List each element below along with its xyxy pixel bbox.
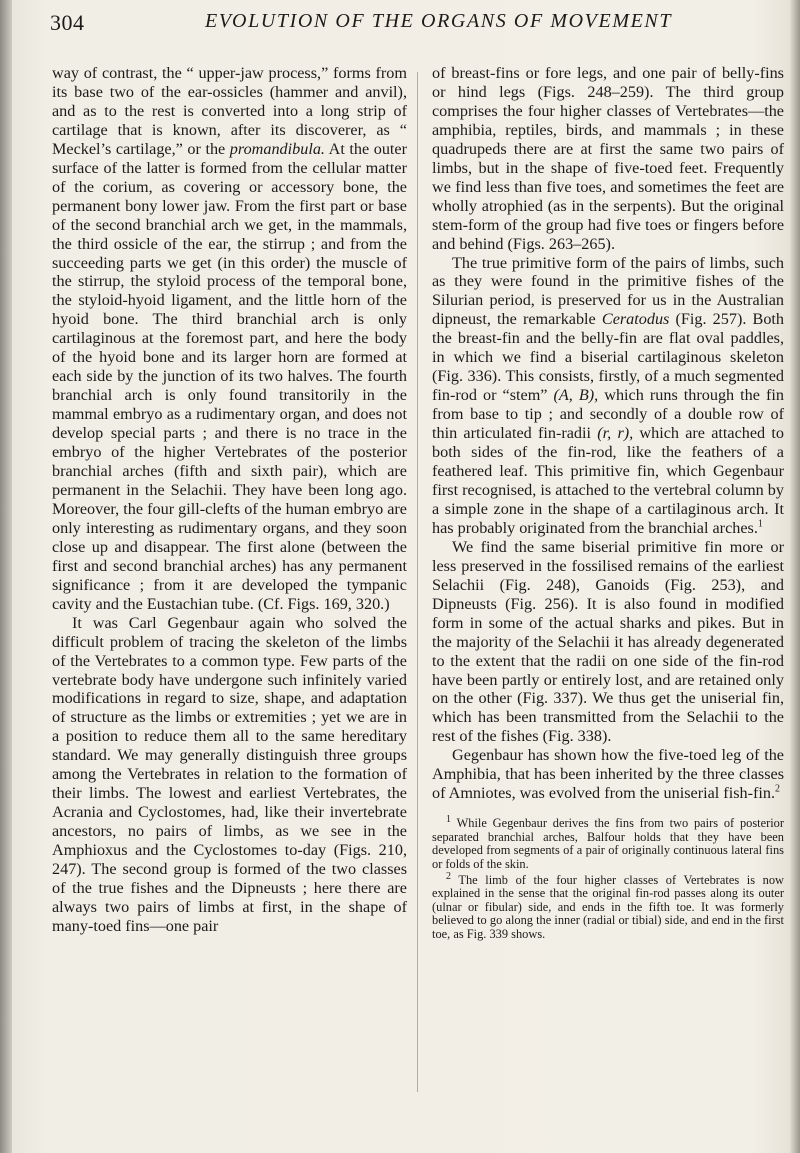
italic-term: (r, r), [597, 424, 634, 443]
footnote [432, 814, 784, 871]
footnote-ref: 2 [775, 783, 781, 795]
italic-term: (A, B), [553, 386, 599, 405]
paragraph-text: way of contrast, the “ upper-jaw process,” forms from its base two of the ear-ossicles (hammer and anvil), and as to the rest is converted into a long strip of cartilage that is known, after its discoverer, as “ Meckel’s cartilage,” or the [52, 64, 407, 158]
italic-term: Ceratodus [601, 310, 670, 329]
left-column [52, 64, 407, 936]
footnote-text: The limb of the four higher classes of Vertebrates is now explained in the sense that the original fin-rod passes along its outer (ulnar or fibular) side, and ends in the fifth toe. It was formerly believed to go along the inner (radial or tibial) side, and end in the first toe, as Fig. 339 shows. [432, 872, 784, 941]
paragraph: It was Carl Gegenbaur again who solved the difficult problem of tracing the skeleton of the limbs of the Vertebrates to a common type. Few parts of the vertebrate body have undergone such infinitely varied modifications in regard to size, shape, and adaptation of structure as the limbs or extremities ; yet we are in a position to reduce them all to the same hereditary standard. We may generally distinguish three groups among the Vertebrates in relation to the formation of their limbs. The lowest and earliest Vertebrates, the Acrania and Cyclostomes, had, like their invertebrate ancestors, no pairs of limbs, as we see in the Amphioxus and the Cyclostomes to-day (Figs. 210, 247). The second group is formed of the two classes of the true fishes and the Dipneusts ; here there are always two pairs of limbs at first, in the shape of many-toed fins—one pair [52, 613, 407, 935]
page-number: 304 [50, 10, 85, 35]
running-head: EVOLUTION OF THE ORGANS OF MOVEMENT [205, 10, 673, 32]
paragraph-text: At the outer surface of the latter is formed from the cellular matter of the corium, as covering or accessory bone, the permanent bony lower jaw. From the first part or base of the second branchial arch we get, in the mammals, the third ossicle of the ear, the stirrup ; and from the succeeding parts we get (in this order) the muscle of the stirrup, the styloid process of the temporal bone, the styloid-hyoid ligament, and the little horn of the hyoid bone. The third branchial arch is only cartilaginous at the foremost part, and here the body of the hyoid bone and its larger horn are formed at each side by the junction of its two halves. The fourth branchial arch is only found transitorily in the mammal embryo as a rudimentary organ, and does not develop special parts ; and there is no trace in the embryo of the higher Vertebrates of the posterior branchial arches (fifth and sixth pair), which are permanent in the Selachii. They have been long ago. Moreover, the four gill-clefts of the human embryo are only interesting as rudimentary organs, and they soon close up and disappear. The first alone (between the first and second branchial arches) has any permanent significance ; from it are developed the tympanic cavity and the Eustachian tube. (Cf. Figs. 169, 320.) [52, 139, 407, 613]
footnote-number: 1 [446, 814, 451, 826]
paragraph-text: which are attached to both sides of the fin-rod, like the feathers of a feathered leaf. This primitive fin, which Gegenbaur first recognised, is attached to the vertebral column by a simple zone in the shape of a cartilaginous arch. It has probably originated from the branchial arches. [432, 424, 784, 537]
footnote-text: While Gegenbaur derives the fins from two pairs of posterior separated branchial arches, Balfour holds that they have been developed from segments of a pair of originally continuous lateral fins or folds of the skin. [432, 816, 784, 871]
paragraph: We find the same biserial primitive fin more or less preserved in the fossilised remains of the earliest Selachii (Fig. 248), Ganoids (Fig. 253), and Dipneusts (Fig. 256). It is also found in modified form in some of the actual sharks and pikes. But in the majority of the Selachii it has already degenerated to the extent that the radii on one side of the fin-rod have been partly or entirely lost, and are retained only on the other (Fig. 337). We thus get the uniserial fin, which has been transmitted from the Selachii to the rest of the fishes (Fig. 338). [432, 537, 784, 746]
page-edge-shadow [790, 0, 800, 1153]
paragraph-text: Gegenbaur has shown how the five-toed leg of the Amphibia, that has been inherited by the three classes of Amniotes, was evolved from the uniserial fish-fin. [432, 746, 784, 803]
footnote-number: 2 [446, 870, 451, 882]
paragraph-text: (Fig. 257). Both the breast-fin and the belly-fin are flat oval paddles, in which we find a biserial cartilaginous skeleton (Fig. 336). This consists, firstly, of a much segmented fin-rod or “stem” [432, 310, 784, 405]
paragraph [52, 64, 407, 614]
right-column [432, 64, 784, 944]
paragraph-text: which runs through the fin from base to tip ; and secondly of a double row of thin articulated fin-radii [432, 386, 784, 443]
italic-term: promandibula. [229, 139, 325, 158]
paragraph-text: The true primitive form of the pairs of limbs, such as they were found in the primitive fishes of the Silurian period, is preserved for us in the Australian dipneust, the remarkable [432, 253, 784, 329]
paragraph [432, 746, 784, 803]
column-divider [417, 72, 418, 1092]
footnote [432, 870, 784, 942]
footnote-ref: 1 [757, 518, 763, 530]
page-gutter-shadow [0, 0, 12, 1153]
page-header [50, 10, 750, 50]
paragraph [432, 254, 784, 538]
paragraph: of breast-fins or fore legs, and one pair of belly-fins or hind legs (Figs. 248–259). The third group comprises the four higher classes of Vertebrates—the amphibia, reptiles, birds, and mammals ; in these quadrupeds there are at first the same two pairs of limbs, but in the shape of five-toed feet. Frequently we find less than five toes, and sometimes the feet are wholly atrophied (as in the serpents). But the original stem-form of the group had five toes or fingers before and behind (Figs. 263–265). [432, 64, 784, 253]
footnotes [432, 814, 784, 941]
